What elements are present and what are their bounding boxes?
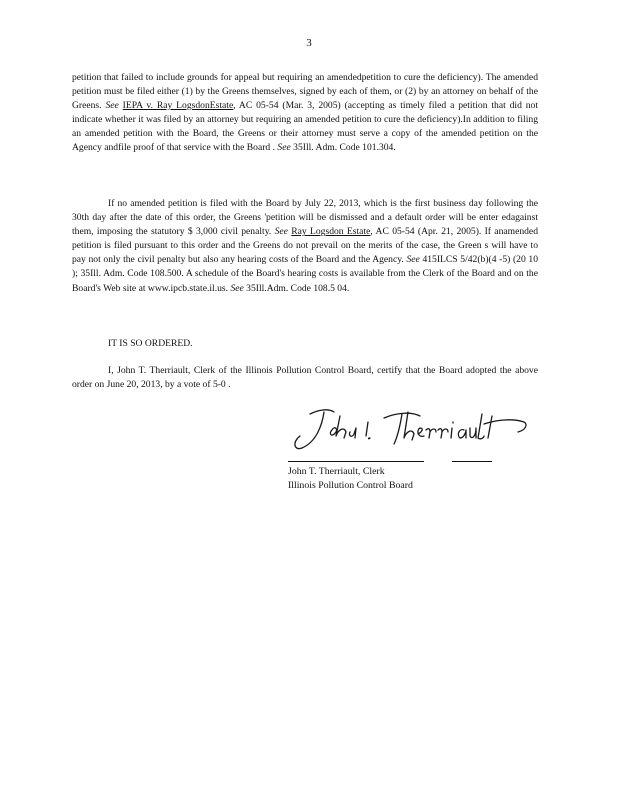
paragraph-text: 35Ill.Adm. Code 108.5 04. [246,282,350,294]
handwritten-signature [288,402,538,458]
paragraph-text: 415ILCS 5/42(b)(4 -5) (20 10 ); 35Ill. Adm. Code 108.500. A schedule of the Board's hearing costs is available from the Clerk of the Board and on the Board's Web site at www.ipcb.state.il.us. [72,254,539,294]
see-signal: See [105,100,119,112]
signature-line [452,461,492,462]
signature-line [288,461,424,462]
case-citation: Ray Logsdon Estate [291,226,371,238]
see-signal: See [230,282,244,294]
case-citation: IEPA v. Ray LogsdonEstate [122,100,234,112]
signatory-title: Illinois Pollution Control Board [288,480,413,491]
paragraph-text: , AC 05-54 (Mar. 3, 2005) (accepting as timely filed a petition that did not indicate whether it was filed by an attorney but requiring an amended petition to cure the deficiency).In addition to filing an amended petition with the Board, the Greens or their attorney must serve a copy of the amended petition on the Agency andfile proof of that service with the Board . [72,100,538,154]
see-signal: See [274,226,288,238]
paragraph-text: If no amended petition is filed with the Board by July 22, 2013, which is the first business day following the 30th day after the date of this order, the Greens 'petition will be dismissed and a default order will be enter edagainst them, imposing the statutory $ 3,000 civil penalty. [72,198,538,238]
page-number: 3 [306,37,312,49]
paragraph-text: 35Ill. Adm. Code 101.304. [293,142,396,154]
signatory-name: John T. Therriault, Clerk [288,466,385,477]
paragraph-text: , AC 05-54 (Apr. 21, 2005). If anamended petition is filed pursuant to this order and the Greens do not prevail on the merits of the case, the Green s will have to pay not only the civil penalty but also any hearing costs of the Board and the Agency. [72,226,538,266]
amended-petition-paragraph [72,71,538,156]
paragraph-text: petition that failed to include grounds for appeal but requiring an amendedpetition to cure the deficiency). The amended petition must be filed either (1) by the Greens themselves, signed by each of them, or (2) by an attorney on behalf of the Greens. [72,72,538,112]
see-signal: See [277,142,291,154]
certification-text: I, John T. Therriault, Clerk of the Illinois Pollution Control Board, certify that the Board adopted the above order on June 20, 2013, by a vote of 5-0 . [72,365,538,391]
default-order-paragraph [72,197,538,296]
certification-paragraph [72,364,538,392]
so-ordered-text: IT IS SO ORDERED. [108,338,193,349]
so-ordered-paragraph [72,337,538,351]
see-signal: See [406,254,420,266]
